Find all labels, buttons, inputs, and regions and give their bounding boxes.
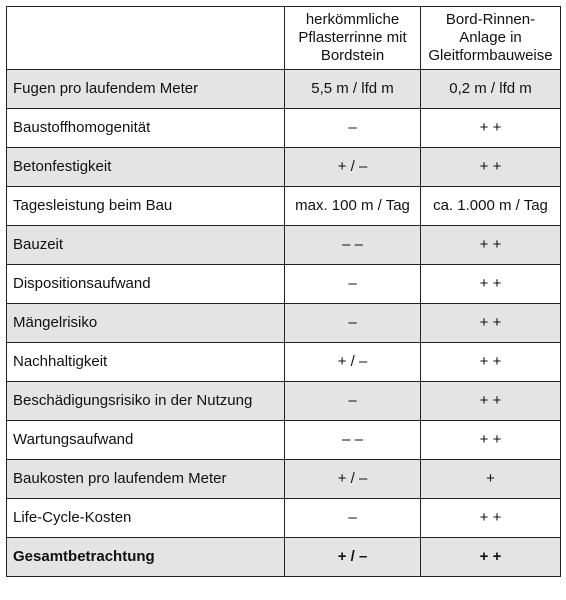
table-row — [7, 265, 561, 304]
header-line: Anlage in — [459, 29, 522, 46]
value-conventional: – – — [285, 226, 421, 265]
table-row — [7, 343, 561, 382]
row-label: Fugen pro laufendem Meter — [7, 70, 285, 109]
header-line: herkömmliche — [305, 11, 400, 28]
value-conventional: – – — [285, 421, 421, 460]
table-row — [7, 187, 561, 226]
value-slipform: + + — [421, 499, 561, 538]
row-label: Baustoffhomogenität — [7, 109, 285, 148]
total-row — [7, 538, 561, 577]
table-row — [7, 382, 561, 421]
row-label: Nachhaltigkeit — [7, 343, 285, 382]
row-label: Beschädigungsrisiko in der Nutzung — [7, 382, 285, 421]
header-conventional-gutter — [285, 7, 421, 70]
value-slipform: + + — [421, 304, 561, 343]
table-row — [7, 70, 561, 109]
value-conventional: – — [285, 499, 421, 538]
value-conventional: + / – — [285, 460, 421, 499]
header-line: Pflasterrinne mit — [298, 29, 407, 46]
value-conventional: – — [285, 382, 421, 421]
header-slipform-curb — [421, 7, 561, 70]
value-slipform: ca. 1.000 m / Tag — [421, 187, 561, 226]
value-conventional: – — [285, 265, 421, 304]
header-corner-cell — [7, 7, 285, 70]
total-value-conventional: + / – — [285, 538, 421, 577]
header-line: Bordstein — [320, 47, 385, 64]
total-value-slipform: + + — [421, 538, 561, 577]
value-conventional: 5,5 m / lfd m — [285, 70, 421, 109]
row-label: Tagesleistung beim Bau — [7, 187, 285, 226]
value-conventional: – — [285, 109, 421, 148]
value-conventional: + / – — [285, 148, 421, 187]
table-row — [7, 304, 561, 343]
table-header — [7, 7, 561, 70]
comparison-table — [6, 6, 561, 577]
value-slipform: + + — [421, 265, 561, 304]
value-conventional: max. 100 m / Tag — [285, 187, 421, 226]
table-row — [7, 109, 561, 148]
value-slipform: + + — [421, 148, 561, 187]
total-label: Gesamtbetrachtung — [7, 538, 285, 577]
table-row — [7, 148, 561, 187]
row-label: Mängelrisiko — [7, 304, 285, 343]
row-label: Baukosten pro laufendem Meter — [7, 460, 285, 499]
value-slipform: + — [421, 460, 561, 499]
table-row — [7, 460, 561, 499]
header-line: Bord-Rinnen- — [445, 11, 536, 28]
row-label: Dispositionsaufwand — [7, 265, 285, 304]
value-slipform: + + — [421, 109, 561, 148]
table-row — [7, 226, 561, 265]
value-slipform: + + — [421, 421, 561, 460]
table-row — [7, 499, 561, 538]
value-slipform: + + — [421, 226, 561, 265]
row-label: Bauzeit — [7, 226, 285, 265]
value-slipform: + + — [421, 343, 561, 382]
table-body — [7, 70, 561, 577]
value-slipform: 0,2 m / lfd m — [421, 70, 561, 109]
row-label: Wartungsaufwand — [7, 421, 285, 460]
value-slipform: + + — [421, 382, 561, 421]
header-row — [7, 7, 561, 70]
row-label: Betonfestigkeit — [7, 148, 285, 187]
table-row — [7, 421, 561, 460]
row-label: Life-Cycle-Kosten — [7, 499, 285, 538]
value-conventional: + / – — [285, 343, 421, 382]
header-line: Gleitformbauweise — [428, 47, 553, 64]
value-conventional: – — [285, 304, 421, 343]
